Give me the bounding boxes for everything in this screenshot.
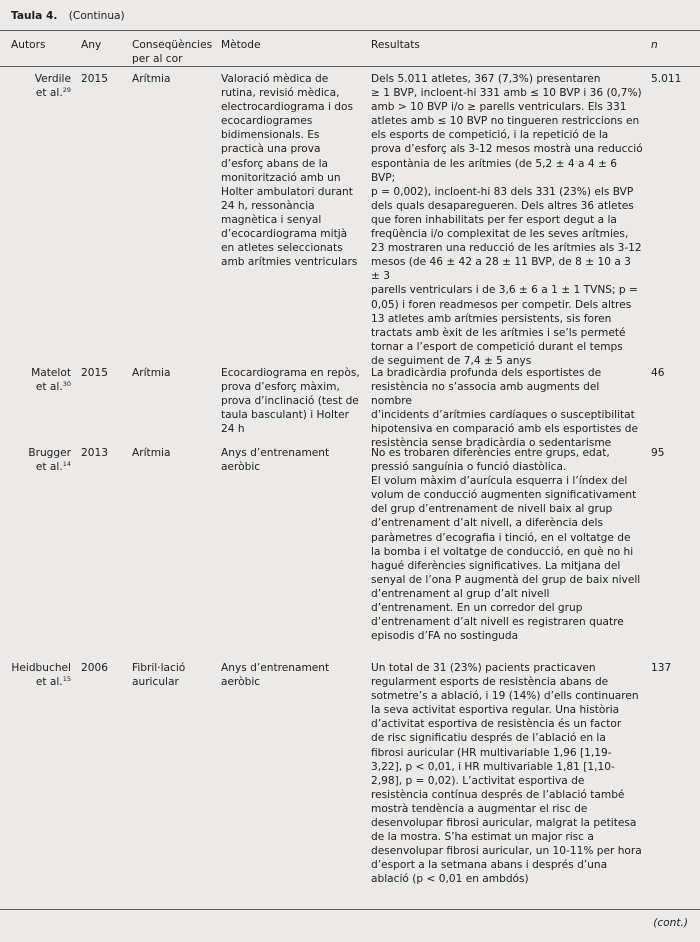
table-row-year: 2015 [81,73,108,85]
header-n: n [651,39,658,51]
author-etal: et al. [35,676,63,689]
header-consequencies: Conseqüències per al cor [132,39,213,66]
top-rule [0,30,700,31]
table-row-n: 5.011 [651,73,682,85]
header-any: Any [81,39,102,51]
table-row-method: Valoració mèdica de rutina, revisió mèdica, electrocardiograma i dos ecocardiogrames bidimensionals. Es practicà una prova d’esforç abans de la monitorització amb un Holter ambulatori durant 24 h, ressonància magnètica i senyal d’ecocardiograma mitjà en atletes seleccionats amb arítmies ventriculars [221,73,358,269]
bottom-rule [0,909,700,910]
table-row-consequence: Arítmia [132,73,171,85]
author-ref: 14 [62,460,71,469]
table-caption [11,9,125,23]
author-etal: et al. [35,87,63,100]
table-row-year: 2013 [81,447,108,459]
table-row-n: 95 [651,447,665,459]
table-row-n: 46 [651,367,665,379]
author-name: Heidbuchel [11,662,71,674]
table-footer-continued: (cont.) [653,917,688,929]
author-name: Brugger [28,447,71,459]
author-ref: 15 [62,675,71,684]
table-row-n: 137 [651,662,672,674]
table-label: Taula 4. [11,10,58,22]
table-row-author [11,661,71,689]
table-row-author [11,72,71,100]
table-continuation: (Continua) [68,10,125,22]
table-row-results: La bradicàrdia profunda dels esportistes de resistència no s’associa amb augments del nombre d’incidents d’arítmies cardíaques o susceptibilitat hipotensiva en comparació amb els esportistes de resistència sense bradicàrdia o sedentarisme [371,367,639,450]
table-row-year: 2015 [81,367,108,379]
table-row-method: Ecocardiograma en repòs, prova d’esforç màxim, prova d’inclinació (test de taula basculant) i Holter 24 h [221,367,360,436]
header-metode: Mètode [221,39,261,51]
author-ref: 29 [62,86,71,95]
table-row-year: 2006 [81,662,108,674]
table-row-consequence: Arítmia [132,367,171,379]
table-row-results: Un total de 31 (23%) pacients practicaven regularment esports de resistència abans de sotmetre’s a ablació, i 19 (14%) d’ells continuaren la seva activitat esportiva regular. Una història d’activitat esportiva de resistència és un factor de risc significatiu després de l’ablació en la fibrosi auricular (HR multivariable 1,96 [1,19- 3,22], p < 0,01, i HR multivariable 1,81 [1,10- 2,98], p = 0,02). L’activitat esportiva de resistència contínua després de l’ablació també mostrà tendència a augmentar el risc de desenvolupar fibrosi auricular, malgrat la petitesa de la mostra. S’ha estimat un major risc a desenvolupar fibrosi auricular, un 10-11% per hora d’esport a la setmana abans i després d’una ablació (p < 0,01 en ambdós) [371,662,642,886]
header-resultats: Resultats [371,39,420,51]
header-rule [0,66,700,67]
table-row-results: Dels 5.011 atletes, 367 (7,3%) presentaren ≥ 1 BVP, incloent-hi 331 amb ≤ 10 BVP i 36 (0,7%) amb > 10 BVP i/o ≥ parells ventriculars. Els 331 atletes amb ≤ 10 BVP no tingueren restriccions en els esports de competició, i la repetició de la prova d’esforç als 3-12 mesos mostrà una reducció espontània de les arítmies (de 5,2 ± 4 a 4 ± 6 BVP; p = 0,002), incloent-hi 83 dels 331 (23%) els BVP dels quals desaparegueren. Dels altres 36 atletes que foren inhabilitats per fer esport degut a la freqüència i/o complexitat de les seves arítmies, 23 mostraren una reducció de les arítmies als 3-12 mesos (de 46 ± 42 a 28 ± 11 BVP, de 8 ± 10 a 3 ± 3 parells ventriculars i de 3,6 ± 6 a 1 ± 1 TVNS; p = 0,05) i foren readmesos per competir. Dels altres 13 atletes amb arítmies persistents, sis foren tractats amb èxit de les arítmies i se’ls permeté tornar a l’esport de competició durant el temps de seguiment de 7,4 ± 5 anys [371,73,643,367]
table-row-method: Anys d’entrenament aeròbic [221,662,330,689]
author-etal: et al. [35,381,63,394]
author-etal: et al. [35,461,63,474]
table-row-results: No es trobaren diferències entre grups, edat, pressió sanguínia o funció diastòlica. El volum màxim d’aurícula esquerra i l’índex del volum de conducció augmenten significativament del grup d’entrenament de nivell baix al grup d’entrenament d’alt nivell, a diferència dels paràmetres d’ecografia i tinció, en el voltatge de la bomba i el voltatge de conducció, en què no hi hagué diferències significatives. La mitjana del senyal de l’ona P augmentà del grup de baix nivell d’entrenament al grup d’alt nivell d’entrenament. En un corredor del grup d’entrenament d’alt nivell es registraren quatre episodis d’FA no sostinguda [371,447,641,643]
author-name: Verdile [34,73,71,85]
author-ref: 30 [62,380,71,389]
table-row-author [11,366,71,394]
table-row-method: Anys d’entrenament aeròbic [221,447,330,474]
table-row-author [11,446,71,474]
table-row-consequence: Fibril·lació auricular [132,662,186,689]
header-autors: Autors [11,39,46,51]
table-row-consequence: Arítmia [132,447,171,459]
author-name: Matelot [31,367,71,379]
